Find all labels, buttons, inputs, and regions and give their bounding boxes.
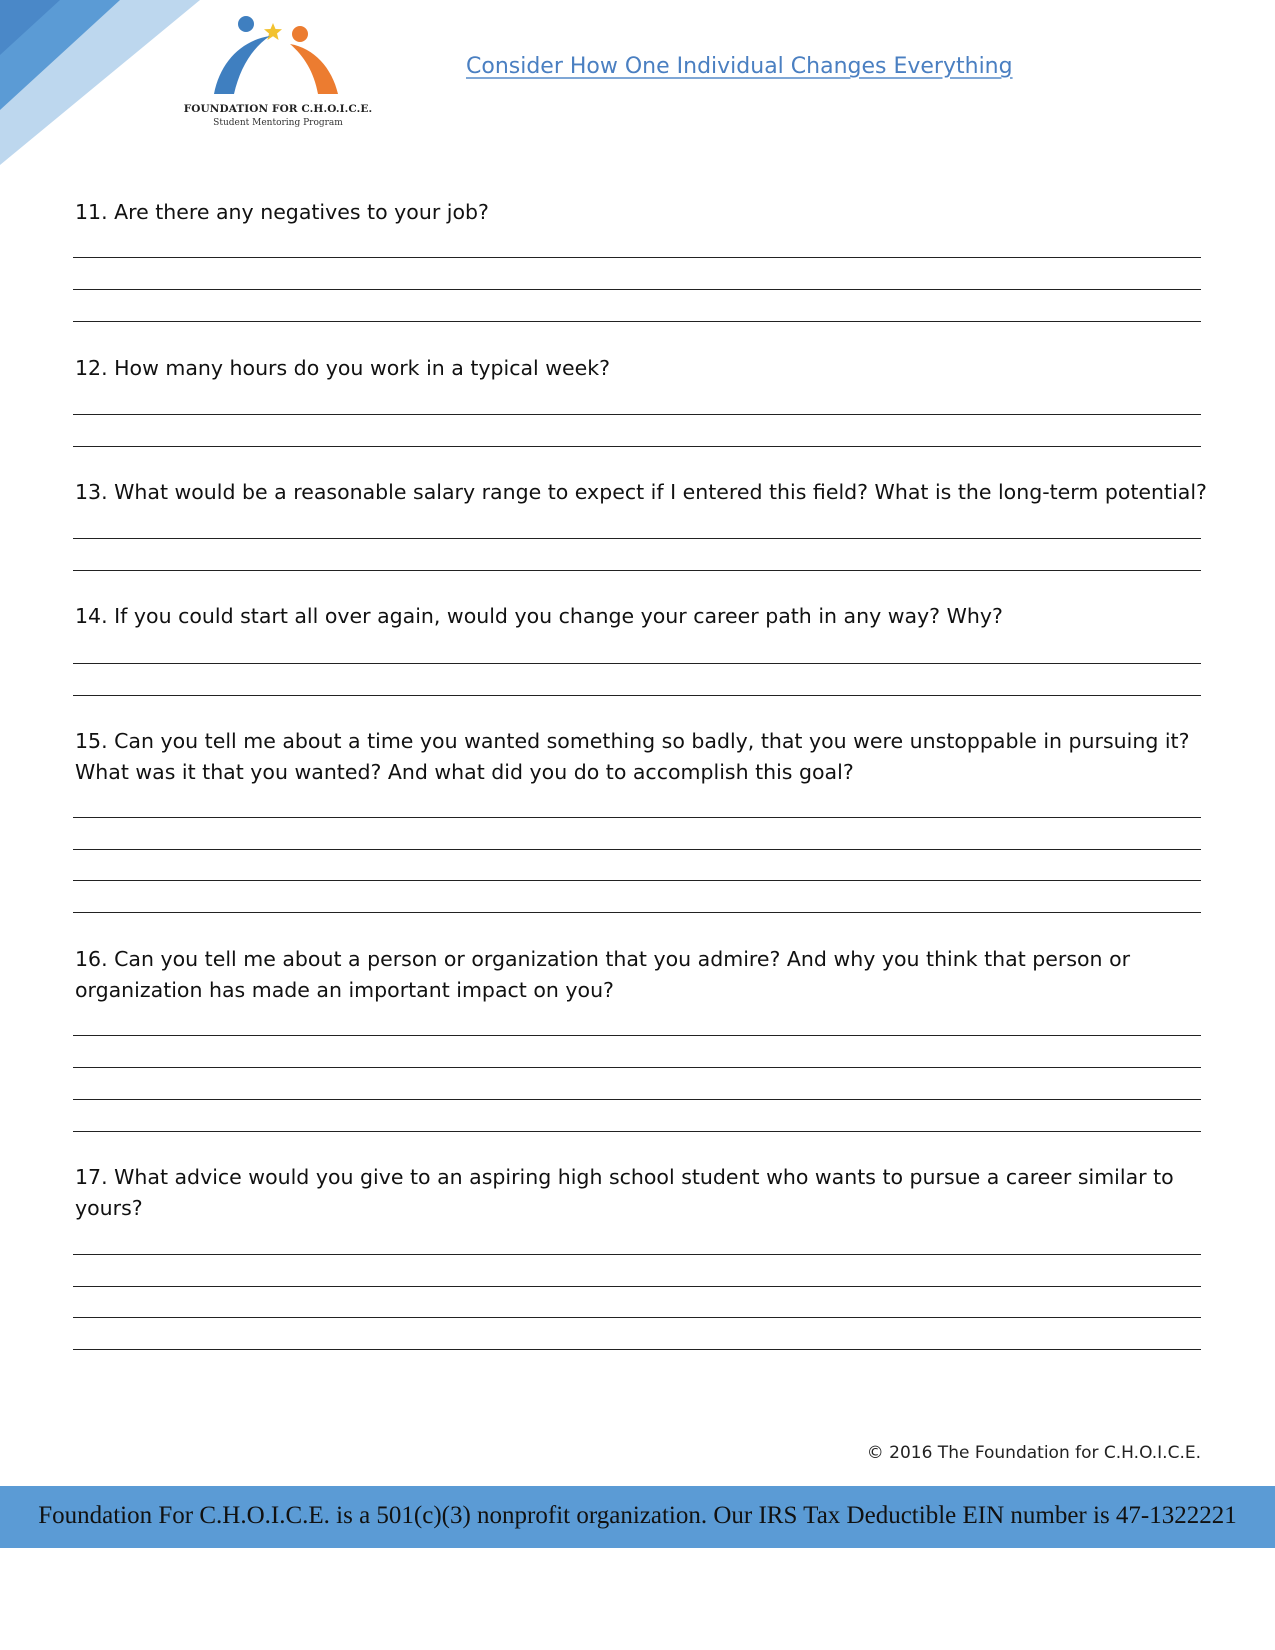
question-text: 11. Are there any negatives to your job? — [75, 200, 489, 224]
answer-line[interactable] — [73, 1254, 1201, 1255]
question-12 — [75, 353, 1215, 384]
answer-line[interactable] — [73, 321, 1201, 322]
answer-line[interactable] — [73, 817, 1201, 818]
logo-name: FOUNDATION FOR C.H.O.I.C.E. — [183, 103, 373, 115]
footer-band — [0, 1486, 1275, 1548]
answer-line[interactable] — [73, 570, 1201, 571]
answer-line[interactable] — [73, 538, 1201, 539]
question-text: 13. What would be a reasonable salary range to expect if I entered this field? What is the long-term potential? — [75, 480, 1207, 504]
answer-line[interactable] — [73, 1349, 1201, 1350]
question-11 — [75, 197, 1215, 228]
question-16 — [75, 944, 1215, 1006]
logo-figures-icon — [206, 14, 346, 96]
question-text: What was it that you wanted? And what did you do to accomplish this goal? — [75, 760, 854, 784]
question-text: organization has made an important impact on you? — [75, 978, 614, 1002]
copyright-notice: © 2016 The Foundation for C.H.O.I.C.E. — [866, 1443, 1201, 1463]
footer-text: Foundation For C.H.O.I.C.E. is a 501(c)(3) nonprofit organization. Our IRS Tax Deductible EIN number is 47-1322221 — [38, 1502, 1237, 1529]
question-text: 17. What advice would you give to an aspiring high school student who wants to pursue a career similar to — [75, 1165, 1174, 1189]
answer-line[interactable] — [73, 446, 1201, 447]
answer-line[interactable] — [73, 663, 1201, 664]
answer-line[interactable] — [73, 1131, 1201, 1132]
question-text: yours? — [75, 1196, 143, 1220]
answer-line[interactable] — [73, 1286, 1201, 1287]
answer-line[interactable] — [73, 912, 1201, 913]
question-text: 12. How many hours do you work in a typical week? — [75, 356, 611, 380]
tagline: Consider How One Individual Changes Everything — [466, 54, 1013, 79]
answer-line[interactable] — [73, 695, 1201, 696]
answer-line[interactable] — [73, 1317, 1201, 1318]
answer-line[interactable] — [73, 880, 1201, 881]
logo-subtitle: Student Mentoring Program — [213, 118, 343, 128]
answer-line[interactable] — [73, 257, 1201, 258]
answer-line[interactable] — [73, 1035, 1201, 1036]
answer-line[interactable] — [73, 414, 1201, 415]
answer-line[interactable] — [73, 289, 1201, 290]
question-17 — [75, 1162, 1215, 1224]
answer-line[interactable] — [73, 1099, 1201, 1100]
question-text: 14. If you could start all over again, would you change your career path in any way? Why? — [75, 604, 1003, 628]
question-15 — [75, 726, 1215, 788]
foundation-logo — [178, 14, 378, 144]
answer-line[interactable] — [73, 1067, 1201, 1068]
question-text: 15. Can you tell me about a time you wanted something so badly, that you were unstoppable in pursuing it? — [75, 729, 1190, 753]
question-text: 16. Can you tell me about a person or organization that you admire? And why you think that person or — [75, 947, 1131, 971]
question-14 — [75, 601, 1215, 632]
answer-line[interactable] — [73, 849, 1201, 850]
question-13 — [75, 477, 1215, 508]
